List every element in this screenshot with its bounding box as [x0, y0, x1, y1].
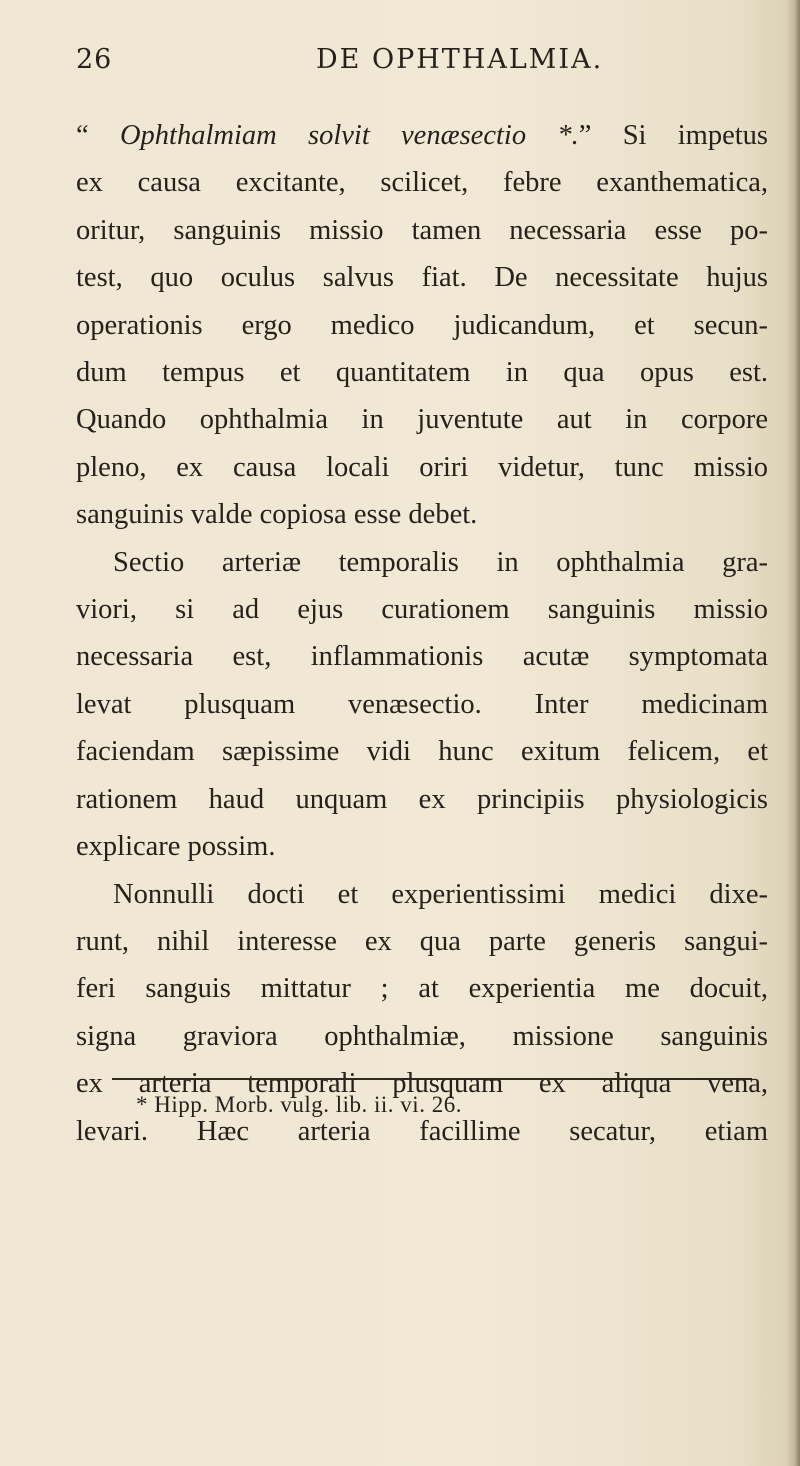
text-line: levat plusquam venæsectio. Inter medicinam: [76, 688, 768, 720]
text-line: sanguinis valde copiosa esse debet.: [76, 499, 478, 531]
page-number: 26: [76, 44, 113, 75]
text-line: necessaria est, inflammationis acutæ symptomata: [76, 641, 768, 673]
text-line: signa graviora ophthalmiæ, missione sanguinis: [76, 1020, 768, 1052]
text-line: feri sanguis mittatur ; at experientia me docuit,: [76, 973, 768, 1005]
text-line: ex causa excitante, scilicet, febre exanthematica,: [76, 167, 768, 199]
text-line: Quando ophthalmia in juventute aut in corpore: [76, 404, 768, 436]
page-header: [76, 44, 756, 84]
quotation-continuation: ” Si impetus: [578, 120, 769, 151]
italic-quotation: Ophthalmiam solvit venæsectio *.: [119, 120, 579, 151]
text-line: faciendam sæpissime vidi hunc exitum felicem, et: [76, 736, 768, 768]
footnote-rule: [112, 1078, 752, 1080]
text-line: dum tempus et quantitatem in qua opus est.: [76, 357, 768, 389]
text-line: viori, si ad ejus curationem sanguinis missio: [76, 594, 768, 626]
opening-quote: “: [76, 120, 120, 151]
running-head: DE OPHTHALMIA.: [316, 44, 604, 75]
page-edge-shadow: [786, 0, 800, 1466]
text-line: test, quo oculus salvus fiat. De necessitate hujus: [76, 262, 768, 294]
text-line: Nonnulli docti et experientissimi medici dixe-: [113, 878, 768, 910]
text-line: pleno, ex causa locali oriri videtur, tunc missio: [76, 451, 768, 483]
text-line: oritur, sanguinis missio tamen necessaria esse po-: [76, 214, 768, 246]
footnote: * Hipp. Morb. vulg. lib. ii. vi. 26.: [136, 1092, 462, 1117]
text-line: ex arteria temporali plusquam ex aliqua vena,: [76, 1068, 768, 1100]
text-line: Sectio arteriæ temporalis in ophthalmia gra-: [113, 546, 768, 578]
text-line: explicare possim.: [76, 831, 276, 863]
text-line: operationis ergo medico judicandum, et secun-: [76, 309, 768, 341]
text-line: rationem haud unquam ex principiis physiologicis: [76, 783, 768, 815]
text-line: levari. Hæc arteria facillime secatur, etiam: [76, 1115, 768, 1147]
text-line: runt, nihil interesse ex qua parte generis sangui-: [76, 925, 768, 957]
text-line: [76, 112, 768, 159]
body-text: [76, 112, 768, 1155]
